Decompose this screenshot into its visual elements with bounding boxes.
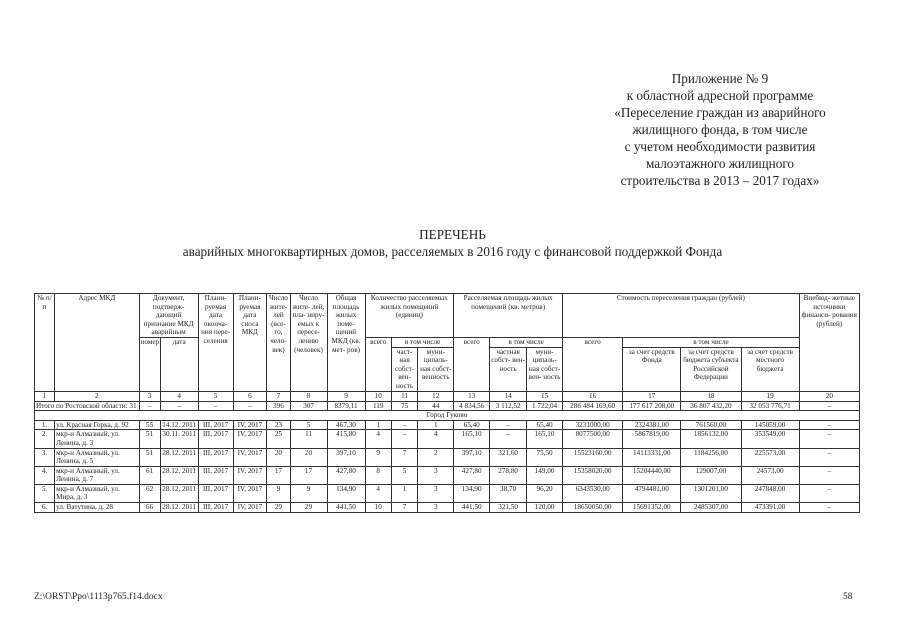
table-cell: IV, 2017 bbox=[233, 503, 267, 513]
column-number: 11 bbox=[391, 391, 417, 401]
table-cell: 9 bbox=[365, 448, 391, 466]
total-cell: 75 bbox=[391, 401, 417, 411]
table-cell: 5867819,00 bbox=[623, 430, 681, 448]
column-number: 6 bbox=[233, 391, 267, 401]
header-row-1 bbox=[35, 294, 860, 338]
table-cell: 20 bbox=[290, 448, 327, 466]
header-area-relocated: Расселяемая площадь жилых помещений (кв. метров) bbox=[454, 294, 563, 338]
table-cell: 1184256,00 bbox=[681, 448, 741, 466]
table-cell: 321,60 bbox=[490, 448, 527, 466]
header-cost: Стоимость переселения граждан (рублей) bbox=[563, 294, 800, 338]
table-cell: 321,50 bbox=[490, 503, 527, 513]
table-cell: 134,90 bbox=[327, 484, 365, 502]
title-line-2: аварийных многоквартирных домов, расселяемых в 2016 году с финансовой поддержкой Фонда bbox=[182, 244, 723, 259]
table-cell: 7 bbox=[391, 503, 417, 513]
table-row bbox=[35, 448, 860, 466]
table-cell: IV, 2017 bbox=[233, 430, 267, 448]
header-rooms-private: част- ная собст- вен- ность bbox=[391, 347, 417, 391]
table-cell: 247848,00 bbox=[741, 484, 799, 502]
table-cell: 3 bbox=[418, 503, 454, 513]
table-cell: 3. bbox=[35, 448, 55, 466]
table-cell: 7 bbox=[391, 448, 417, 466]
column-number: 20 bbox=[799, 391, 859, 401]
table-cell: 8 bbox=[365, 466, 391, 484]
table-cell: – bbox=[799, 484, 859, 502]
total-cell: 1 722,04 bbox=[527, 401, 563, 411]
table-cell: мкр-н Алмазный, ул. Ленина, д. 7 bbox=[55, 466, 139, 484]
total-cell: 396 bbox=[267, 401, 290, 411]
header-area-total: всего bbox=[454, 337, 490, 391]
table-cell: 3 bbox=[418, 466, 454, 484]
table-cell: – bbox=[799, 503, 859, 513]
header-cost-incl: в том числе bbox=[623, 337, 799, 347]
column-number: 17 bbox=[623, 391, 681, 401]
table-cell: IV, 2017 bbox=[233, 420, 267, 430]
table-cell: III, 2017 bbox=[198, 420, 233, 430]
table-cell: 2485307,00 bbox=[681, 503, 741, 513]
table-cell: III, 2017 bbox=[198, 430, 233, 448]
appendix-line: «Переселение граждан из аварийного bbox=[614, 105, 826, 120]
total-cell: 286 484 169,60 bbox=[563, 401, 623, 411]
table-cell: 66 bbox=[139, 503, 160, 513]
appendix-line: жилищного фонда, в том числе bbox=[632, 122, 808, 137]
table-cell: 134,90 bbox=[454, 484, 490, 502]
header-rooms-total: всего bbox=[365, 337, 391, 391]
header-cost-fund: за счет средств Фонда bbox=[623, 347, 681, 391]
footer-page-number: 58 bbox=[843, 592, 853, 602]
table-cell: 1 bbox=[365, 420, 391, 430]
table-cell: 51 bbox=[139, 448, 160, 466]
total-cell: 307 bbox=[290, 401, 327, 411]
table-cell: 473391,00 bbox=[741, 503, 799, 513]
header-rooms-count: Количество расселяемых жилых помещений (единиц) bbox=[365, 294, 454, 338]
column-number: 14 bbox=[490, 391, 527, 401]
footer-file-path: Z:\ORST\Ppo\1113p765.f14.docx bbox=[34, 592, 163, 602]
table-row bbox=[35, 420, 860, 430]
header-planned-demolish: Плани- руемая дата сноса МКД bbox=[233, 294, 267, 392]
table-cell: 14113331,00 bbox=[623, 448, 681, 466]
table-cell: 6. bbox=[35, 503, 55, 513]
table-cell: 120,00 bbox=[527, 503, 563, 513]
column-number-row bbox=[35, 391, 860, 401]
table-row bbox=[35, 466, 860, 484]
column-number: 19 bbox=[741, 391, 799, 401]
table-cell: III, 2017 bbox=[198, 484, 233, 502]
table-cell: 15523160,00 bbox=[563, 448, 623, 466]
table-cell: 65,40 bbox=[527, 420, 563, 430]
table-cell: 61 bbox=[139, 466, 160, 484]
table-cell: 15204440,00 bbox=[623, 466, 681, 484]
header-address: Адрес МКД bbox=[55, 294, 139, 392]
column-number: 16 bbox=[563, 391, 623, 401]
table-cell: 415,80 bbox=[327, 430, 365, 448]
table-cell: III, 2017 bbox=[198, 448, 233, 466]
table-cell: 761560,00 bbox=[681, 420, 741, 430]
table-cell: 38,70 bbox=[490, 484, 527, 502]
column-number: 2 bbox=[55, 391, 139, 401]
header-row-2 bbox=[35, 337, 860, 347]
table-cell: IV, 2017 bbox=[233, 466, 267, 484]
table-cell: 10 bbox=[365, 503, 391, 513]
header-residents: Число жите- лей (все- го, чело- век) bbox=[267, 294, 290, 392]
document-title bbox=[0, 226, 905, 260]
table-cell: 1 bbox=[391, 484, 417, 502]
table-cell: 17 bbox=[267, 466, 290, 484]
table-cell: – bbox=[391, 420, 417, 430]
title-line-1: ПЕРЕЧЕНЬ bbox=[419, 227, 486, 242]
table-cell: 15358020,00 bbox=[563, 466, 623, 484]
table-cell: III, 2017 bbox=[198, 466, 233, 484]
table-cell: 4 bbox=[418, 430, 454, 448]
table-cell: 149,00 bbox=[527, 466, 563, 484]
table-cell: III, 2017 bbox=[198, 503, 233, 513]
column-number: 9 bbox=[327, 391, 365, 401]
table-cell: 28.12. 2011 bbox=[160, 466, 198, 484]
table-cell: 1301201,00 bbox=[681, 484, 741, 502]
header-doc-date: дата bbox=[160, 337, 198, 391]
total-cell: – bbox=[139, 401, 160, 411]
table-cell: ул. Ватутина, д. 28 bbox=[55, 503, 139, 513]
header-rooms-municipal: муни- ципаль- ная собст- венность bbox=[418, 347, 454, 391]
total-cell: 4 834,56 bbox=[454, 401, 490, 411]
header-rooms-incl: в том числе bbox=[391, 337, 453, 347]
table-cell: 4 bbox=[365, 430, 391, 448]
table-cell: 96,20 bbox=[527, 484, 563, 502]
table-cell: 2324381,00 bbox=[623, 420, 681, 430]
total-cell: 8379,11 bbox=[327, 401, 365, 411]
table-cell: 5 bbox=[391, 466, 417, 484]
table-cell: 4. bbox=[35, 466, 55, 484]
column-number: 12 bbox=[418, 391, 454, 401]
table-cell: 29 bbox=[267, 503, 290, 513]
header-doc: Документ, подтверж- дающий признание МКД аварийным bbox=[139, 294, 198, 338]
table-cell: 353549,00 bbox=[741, 430, 799, 448]
table-cell: 28.12. 2011 bbox=[160, 448, 198, 466]
table-cell: 11 bbox=[290, 430, 327, 448]
table-cell: 165,10 bbox=[527, 430, 563, 448]
table-cell: 28.12. 2011 bbox=[160, 484, 198, 502]
table-cell: 225573,00 bbox=[741, 448, 799, 466]
column-number: 18 bbox=[681, 391, 741, 401]
table-cell: мкр-н Алмазный, ул. Ленина, д. 5 bbox=[55, 448, 139, 466]
table-cell: – bbox=[799, 448, 859, 466]
table-cell: 30.11. 2011 bbox=[160, 430, 198, 448]
table-cell: 1856132,00 bbox=[681, 430, 741, 448]
table-cell: 1 bbox=[418, 420, 454, 430]
table-row bbox=[35, 503, 860, 513]
table-cell: 145059,00 bbox=[741, 420, 799, 430]
header-area-municipal: муни- ципаль- ная собст- вен- ность bbox=[527, 347, 563, 391]
column-number: 10 bbox=[365, 391, 391, 401]
appendix-line: к областной адресной программе bbox=[626, 88, 814, 103]
table-cell: 25 bbox=[267, 430, 290, 448]
total-cell: 3 112,52 bbox=[490, 401, 527, 411]
table-cell: 5. bbox=[35, 484, 55, 502]
header-doc-number: номер bbox=[139, 337, 160, 391]
table-cell: – bbox=[799, 420, 859, 430]
table-cell: 2 bbox=[418, 448, 454, 466]
table-cell: 55 bbox=[139, 420, 160, 430]
total-cell: 36 807 432,20 bbox=[681, 401, 741, 411]
houses-table bbox=[34, 293, 860, 513]
table-cell: 9 bbox=[267, 484, 290, 502]
table-cell: 18650050,00 bbox=[563, 503, 623, 513]
table-cell: 4794481,00 bbox=[623, 484, 681, 502]
total-cell: – bbox=[799, 401, 859, 411]
total-cell: – bbox=[160, 401, 198, 411]
total-cell: 44 bbox=[418, 401, 454, 411]
appendix-block bbox=[560, 70, 880, 189]
total-cell: 119 bbox=[365, 401, 391, 411]
column-number: 3 bbox=[139, 391, 160, 401]
table-cell: 397,10 bbox=[327, 448, 365, 466]
header-residents-relocated: Число жите- лей, пла- ниру- емых к пересе- лению (человек) bbox=[290, 294, 327, 392]
table-cell: 20 bbox=[267, 448, 290, 466]
table-cell: IV, 2017 bbox=[233, 484, 267, 502]
total-cell: 32 053 776,71 bbox=[741, 401, 799, 411]
total-cell: – bbox=[233, 401, 267, 411]
total-cell: Итого по Ростовской области: 31 bbox=[35, 401, 140, 411]
table-cell: 51 bbox=[139, 430, 160, 448]
table-cell: – bbox=[799, 466, 859, 484]
table-cell: 28.12. 2011 bbox=[160, 503, 198, 513]
table-cell: мкр-н Алмазный, ул. Ленина, д. 3 bbox=[55, 430, 139, 448]
table-cell: 3231000,00 bbox=[563, 420, 623, 430]
table-cell: 1. bbox=[35, 420, 55, 430]
table-cell: 467,30 bbox=[327, 420, 365, 430]
table-cell: 165,10 bbox=[454, 430, 490, 448]
table-cell: 23 bbox=[267, 420, 290, 430]
table-row bbox=[35, 484, 860, 502]
header-total-area: Общая площадь жилых поме- щений МКД (кв. мет- ров) bbox=[327, 294, 365, 392]
table-cell: 397,10 bbox=[454, 448, 490, 466]
table-cell: IV, 2017 bbox=[233, 448, 267, 466]
table-cell: 8077500,00 bbox=[563, 430, 623, 448]
table-cell: 2. bbox=[35, 430, 55, 448]
table-cell: 65,40 bbox=[454, 420, 490, 430]
table-cell: 15691352,00 bbox=[623, 503, 681, 513]
column-number: 13 bbox=[454, 391, 490, 401]
column-number: 5 bbox=[198, 391, 233, 401]
total-row bbox=[35, 401, 860, 411]
appendix-line: Приложение № 9 bbox=[671, 71, 769, 86]
table-cell: 441,50 bbox=[454, 503, 490, 513]
table-cell: 427,80 bbox=[327, 466, 365, 484]
table-cell: 129007,00 bbox=[681, 466, 741, 484]
total-cell: – bbox=[198, 401, 233, 411]
table-cell: – bbox=[799, 430, 859, 448]
column-number: 7 bbox=[267, 391, 290, 401]
section-row bbox=[35, 411, 860, 421]
table-cell: – bbox=[490, 430, 527, 448]
table-cell: мкр-н Алмазный, ул. Мира, д. 3 bbox=[55, 484, 139, 502]
table-cell: 24573,00 bbox=[741, 466, 799, 484]
table-cell: – bbox=[391, 430, 417, 448]
header-cost-local: за счет средств местного бюджета bbox=[741, 347, 799, 391]
table-cell: 278,80 bbox=[490, 466, 527, 484]
header-cost-total: всего bbox=[563, 337, 623, 391]
column-number: 15 bbox=[527, 391, 563, 401]
header-extra: Внебюд- жетные источники финанси- рования (рублей) bbox=[799, 294, 859, 392]
column-number: 8 bbox=[290, 391, 327, 401]
table-row bbox=[35, 430, 860, 448]
header-planned-end: Плани- руемая дата оконча- ния пере- селения bbox=[198, 294, 233, 392]
table-cell: 441,50 bbox=[327, 503, 365, 513]
table-cell: 5 bbox=[290, 420, 327, 430]
header-num: № п/п bbox=[35, 294, 55, 392]
column-number: 1 bbox=[35, 391, 55, 401]
column-number: 4 bbox=[160, 391, 198, 401]
table-cell: 17 bbox=[290, 466, 327, 484]
table-cell: ул. Красная Горка, д. 92 bbox=[55, 420, 139, 430]
header-area-incl: в том числе bbox=[490, 337, 563, 347]
table-cell: 4 bbox=[365, 484, 391, 502]
table-cell: 29 bbox=[290, 503, 327, 513]
section-label: Город Гуково bbox=[35, 411, 860, 421]
total-cell: 177 617 208,00 bbox=[623, 401, 681, 411]
table-cell: 6343530,00 bbox=[563, 484, 623, 502]
table-cell: 427,80 bbox=[454, 466, 490, 484]
header-cost-region: за счет средств бюджета субъекта Российской Федерации bbox=[681, 347, 741, 391]
table-cell: – bbox=[490, 420, 527, 430]
table-cell: 75,50 bbox=[527, 448, 563, 466]
appendix-line: строительства в 2013 – 2017 годах» bbox=[620, 173, 820, 188]
header-area-private: частная собст- вен- ность bbox=[490, 347, 527, 391]
appendix-line: с учетом необходимости развития bbox=[624, 139, 816, 154]
table-cell: 9 bbox=[290, 484, 327, 502]
table-cell: 14.12. 2011 bbox=[160, 420, 198, 430]
table-cell: 3 bbox=[418, 484, 454, 502]
appendix-line: малоэтажного жилищного bbox=[645, 156, 795, 171]
table-cell: 62 bbox=[139, 484, 160, 502]
